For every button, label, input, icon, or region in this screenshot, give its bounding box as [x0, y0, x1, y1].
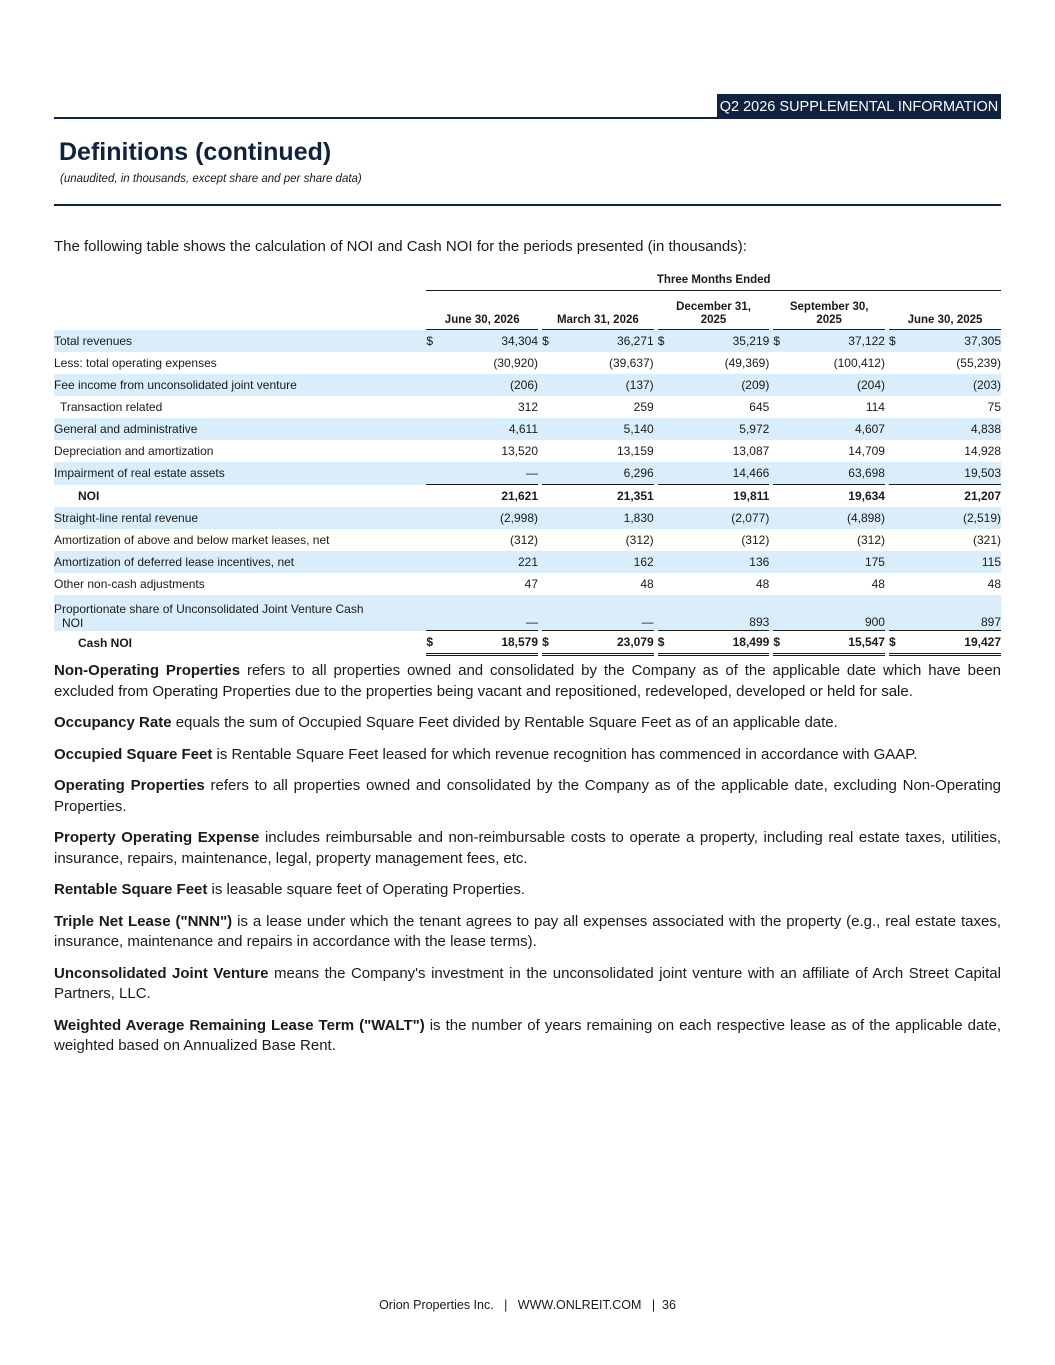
cell-value: 6,296: [558, 462, 653, 485]
noi-table: [54, 270, 1001, 656]
table-row: [54, 330, 1001, 353]
column-header: March 31, 2026: [542, 291, 654, 330]
definition-text: refers to all properties owned and consolidated by the Company as of the applicable date, excluding Non-Operating Properties.: [54, 777, 1002, 815]
cell-value: 221: [443, 551, 538, 573]
cell-value: 4,607: [790, 418, 885, 440]
cell-value: 4,611: [443, 418, 538, 440]
column-header: June 30, 2025: [889, 291, 1001, 330]
column-header: December 31, 2025: [658, 291, 770, 330]
noi-total-row: [54, 485, 1001, 508]
cell-value: (2,998): [443, 507, 538, 529]
cell-value: —: [443, 595, 538, 631]
definition-text: is Rentable Square Feet leased for which revenue recognition has commenced in accordance with GAAP.: [212, 745, 918, 763]
cell-value: 5,140: [558, 418, 653, 440]
cell-value: 13,520: [501, 444, 539, 458]
cell-value: 48: [871, 577, 885, 591]
cell-value: 19,634: [790, 485, 885, 508]
cell-value: 48: [755, 577, 770, 591]
cell-value: (206): [443, 374, 538, 396]
cell-value: (204): [790, 374, 885, 396]
row-label: Depreciation and amortization: [54, 444, 214, 458]
cell-value: 114: [865, 400, 885, 414]
definition-text: is the number of years remaining on each respective lease as of the applicable date, weighted based on Annualized Base Rent.: [54, 1016, 1001, 1054]
dollar-sign: $: [773, 330, 789, 353]
cell-value: 21,621: [443, 485, 538, 508]
header-banner: [717, 94, 1001, 119]
period-header-row: [54, 270, 1001, 291]
table-row: [54, 352, 1001, 374]
table-row: [54, 440, 1001, 462]
cash-noi-total-row: [54, 631, 1001, 655]
cell-value: 35,219: [674, 330, 769, 353]
cell-value: —: [443, 462, 538, 485]
cell-value: 75: [987, 400, 1001, 414]
dollar-sign: $: [889, 330, 905, 353]
page-subtitle: (unaudited, in thousands, except share and per share data): [60, 173, 362, 185]
footer-separator: |: [651, 1298, 656, 1312]
row-label: Amortization of deferred lease incentives, net: [54, 551, 422, 573]
intro-text: The following table shows the calculation of NOI and Cash NOI for the periods presented (in thousands):: [54, 238, 747, 255]
dollar-sign: $: [658, 631, 674, 655]
cell-value: 175: [790, 551, 885, 573]
row-label: Transaction related: [60, 400, 163, 414]
page-number: 36: [662, 1298, 676, 1312]
cell-value: 14,466: [674, 462, 769, 485]
row-label: Less: total operating expenses: [54, 356, 217, 370]
cell-value: (2,077): [674, 507, 769, 529]
cell-value: 37,305: [905, 330, 1001, 353]
cell-value: (312): [856, 533, 885, 547]
definition-term: Occupied Square Feet: [54, 745, 213, 763]
footer-website: WWW.ONLREIT.COM: [517, 1298, 642, 1312]
cell-value: 23,079: [558, 631, 653, 655]
dollar-sign: $: [773, 631, 789, 655]
cell-value: (321): [972, 533, 1001, 547]
definition-term: Weighted Average Remaining Lease Term ("WALT"): [54, 1016, 425, 1034]
column-header-row: [54, 291, 1001, 330]
cell-value: (209): [674, 374, 769, 396]
definition-paragraph: [54, 912, 1001, 953]
definition-paragraph: [54, 776, 1001, 817]
cell-value: —: [558, 595, 653, 631]
dollar-sign: $: [889, 631, 905, 655]
cell-value: (49,369): [724, 356, 770, 370]
column-header: September 30, 2025: [773, 291, 885, 330]
definition-paragraph: [54, 828, 1001, 869]
cell-value: 63,698: [790, 462, 885, 485]
definition-term: Operating Properties: [54, 777, 205, 794]
table-row: [54, 418, 1001, 440]
definition-term: Property Operating Expense: [54, 829, 260, 846]
definition-paragraph: [54, 713, 1001, 734]
cell-value: 19,427: [905, 631, 1001, 655]
table-row: [54, 529, 1001, 551]
table-row: [54, 507, 1001, 529]
cell-value: 312: [517, 400, 539, 414]
row-label: Fee income from unconsolidated joint venture: [54, 374, 422, 396]
row-label: Proportionate share of Unconsolidated Joint Venture Cash NOI: [54, 595, 422, 631]
cell-value: 13,159: [616, 444, 654, 458]
definition-paragraph: [54, 1016, 1001, 1057]
cell-value: 21,351: [558, 485, 653, 508]
dollar-sign: $: [426, 330, 442, 353]
table-row: [54, 396, 1001, 418]
table-row: [54, 595, 1001, 631]
row-label: Cash NOI: [78, 635, 133, 650]
definition-term: Non-Operating Properties: [54, 662, 241, 679]
cell-value: (39,637): [608, 356, 654, 370]
cell-value: 37,122: [790, 330, 885, 353]
cell-value: 645: [749, 400, 770, 414]
cell-value: (203): [905, 374, 1001, 396]
cell-value: (4,898): [790, 507, 885, 529]
cell-value: 15,547: [790, 631, 885, 655]
definition-term: Unconsolidated Joint Venture: [54, 964, 269, 982]
banner-text: Q2 2026 SUPPLEMENTAL INFORMATION: [719, 98, 999, 115]
page-footer: [0, 1298, 1055, 1312]
banner-divider: [54, 117, 1001, 119]
cell-value: 36,271: [558, 330, 653, 353]
cell-value: 14,928: [964, 444, 1001, 458]
definition-term: Rentable Square Feet: [54, 881, 208, 898]
cell-value: 14,709: [848, 444, 885, 458]
definition-term: Occupancy Rate: [54, 714, 172, 731]
row-label: Straight-line rental revenue: [54, 507, 422, 529]
definition-paragraph: [54, 964, 1001, 1005]
definitions-section: [54, 661, 1001, 1068]
cell-value: 900: [790, 595, 885, 631]
cell-value: (312): [510, 533, 539, 547]
definition-text: means the Company's investment in the unconsolidated joint venture with an affiliate of Arch Street Capital Partners, LLC.: [54, 964, 1001, 1002]
cell-value: (100,412): [833, 356, 885, 370]
page-title: Definitions (continued): [59, 138, 332, 166]
cell-value: (312): [625, 533, 654, 547]
cell-value: 5,972: [674, 418, 769, 440]
cell-value: 19,503: [905, 462, 1001, 485]
cell-value: 21,207: [905, 485, 1001, 508]
row-label: Other non-cash adjustments: [54, 577, 205, 591]
table-row: [54, 573, 1001, 595]
definition-paragraph: [54, 661, 1001, 702]
cell-value: 115: [905, 551, 1001, 573]
cell-value: 48: [640, 577, 654, 591]
dollar-sign: $: [426, 631, 442, 655]
definition-text: equals the sum of Occupied Square Feet divided by Rentable Square Feet as of an applicable date.: [171, 714, 838, 731]
table-row: [54, 551, 1001, 573]
row-label: Total revenues: [54, 330, 422, 353]
footer-company: Orion Properties Inc.: [379, 1298, 494, 1312]
definition-text: is a lease under which the tenant agrees to pay all expenses associated with the property (e.g., real estate taxes, insurance, maintenance and repairs in accordance with the lease terms).: [54, 912, 1001, 950]
table-row: [54, 462, 1001, 485]
dollar-sign: $: [542, 631, 558, 655]
title-divider: [54, 204, 1001, 206]
column-header: June 30, 2026: [426, 291, 538, 330]
cell-value: (137): [558, 374, 653, 396]
cell-value: 13,087: [732, 444, 770, 458]
cell-value: 893: [674, 595, 769, 631]
definition-paragraph: [54, 745, 1001, 766]
period-label: Three Months Ended: [426, 270, 1001, 291]
definition-text: refers to all properties owned and consolidated by the Company as of the applicable date which have been excluded from Operating Properties due to the properties being vacant and repositioned, redeveloped, developed or held for sale.: [54, 662, 1002, 700]
definition-paragraph: [54, 880, 1001, 901]
cell-value: (312): [741, 533, 770, 547]
definition-term: Triple Net Lease ("NNN"): [54, 912, 233, 930]
cell-value: (2,519): [905, 507, 1001, 529]
cell-value: 48: [987, 577, 1001, 591]
cell-value: (30,920): [493, 356, 539, 370]
dollar-sign: $: [658, 330, 674, 353]
cell-value: (55,239): [956, 356, 1001, 370]
cell-value: 47: [524, 577, 539, 591]
definition-text: includes reimbursable and non-reimbursable costs to operate a property, including real estate taxes, utilities, insurance, repairs, maintenance, legal, property management fees, etc.: [54, 829, 1001, 867]
row-label: Impairment of real estate assets: [54, 462, 422, 485]
cell-value: 18,579: [443, 631, 538, 655]
row-label: NOI: [78, 488, 100, 503]
dollar-sign: $: [542, 330, 558, 353]
table-row: [54, 374, 1001, 396]
footer-separator: |: [504, 1298, 508, 1312]
definition-text: is leasable square feet of Operating Properties.: [207, 881, 526, 898]
cell-value: 897: [905, 595, 1001, 631]
cell-value: 34,304: [443, 330, 538, 353]
cell-value: 19,811: [674, 485, 769, 508]
cell-value: 136: [674, 551, 769, 573]
cell-value: 4,838: [905, 418, 1001, 440]
cell-value: 162: [558, 551, 653, 573]
cell-value: 1,830: [558, 507, 653, 529]
row-label: Amortization of above and below market leases, net: [54, 533, 330, 547]
cell-value: 259: [633, 400, 654, 414]
cell-value: 18,499: [674, 631, 769, 655]
row-label: General and administrative: [54, 418, 422, 440]
